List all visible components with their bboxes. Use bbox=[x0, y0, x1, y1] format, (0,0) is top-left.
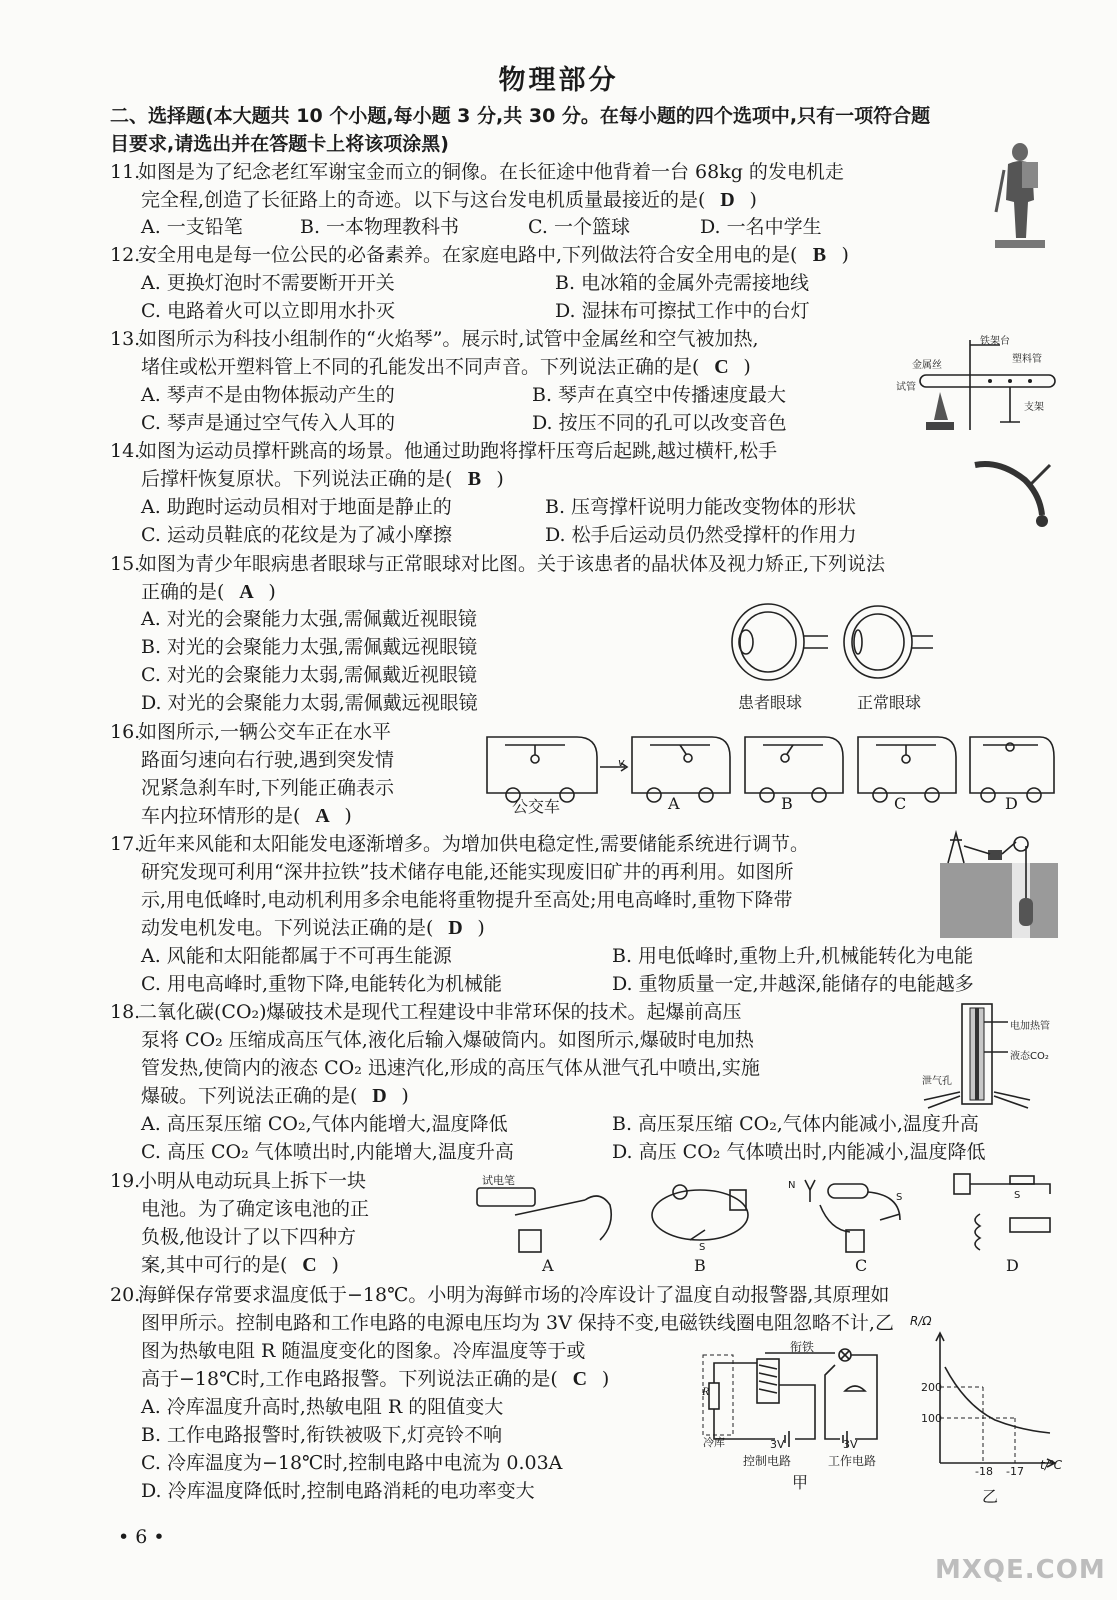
q14-line1: 14.如图为运动员撑杆跳高的场景。他通过助跑将撑杆压弯后起跳,越过横杆,松手 bbox=[110, 438, 777, 465]
q11-option-a: A. 一支铅笔 bbox=[141, 216, 243, 238]
deep-well-diagram bbox=[940, 828, 1058, 938]
bus-main bbox=[487, 737, 627, 802]
q12-option-b: B. 电冰箱的金属外壳需接地线 bbox=[555, 272, 810, 294]
q13-label-stand: 铁架台 bbox=[980, 336, 1010, 347]
q17-option-b: B. 用电低峰时,重物上升,机械能转化为电能 bbox=[612, 945, 974, 967]
q20-label-work-circuit: 工作电路 bbox=[828, 1454, 877, 1468]
q20-label-yi: 乙 bbox=[982, 1487, 999, 1506]
q20-line1: 20.海鲜保存常要求温度低于−18℃。小明为海鲜市场的冷库设计了温度自动报警器,其原理如 bbox=[110, 1282, 889, 1309]
q14-number: 14. bbox=[110, 440, 141, 462]
q18-number: 18. bbox=[110, 1001, 141, 1023]
q19-line3: 负极,他设计了以下四种方 bbox=[141, 1226, 357, 1248]
scheme-d bbox=[954, 1174, 1050, 1250]
q18-option-c: C. 高压 CO₂ 气体喷出时,内能增大,温度升高 bbox=[141, 1141, 514, 1163]
q18-line4: 爆破。下列说法正确的是( D ) bbox=[141, 1083, 409, 1110]
q11-option-b: B. 一本物理教科书 bbox=[300, 216, 460, 238]
q16-caption-b: B bbox=[781, 794, 793, 813]
q13-line2: 堵住或松开塑料管上不同的孔能发出不同声音。下列说法正确的是( C ) bbox=[141, 354, 751, 381]
q15-option-a: A. 对光的会聚能力太强,需佩戴近视眼镜 bbox=[141, 608, 477, 630]
q20-number: 20. bbox=[110, 1284, 141, 1306]
q13-label-testtube: 试管 bbox=[896, 382, 916, 393]
q20-label-coldroom: 冷库 bbox=[703, 1436, 725, 1449]
section-header-line2: 目要求,请选出并在答题卡上将该项涂黑) bbox=[110, 133, 449, 155]
q17-line2: 研究发现可利用“深井拉铁”技术储存电能,还能实现废旧矿井的再利用。如图所 bbox=[141, 861, 794, 883]
q20-line3: 图为热敏电阻 R 随温度变化的图象。冷库温度等于或 bbox=[141, 1340, 586, 1362]
q17-option-a: A. 风能和太阳能都属于不可再生能源 bbox=[141, 945, 452, 967]
q12-answer: B bbox=[812, 244, 827, 266]
q19-caption-a: A bbox=[542, 1256, 554, 1275]
q18-line1: 18.二氧化碳(CO₂)爆破技术是现代工程建设中非常环保的技术。起爆前高压 bbox=[110, 999, 742, 1026]
q13-answer: C bbox=[714, 356, 729, 378]
q20-label-3v-control: 3V bbox=[770, 1438, 785, 1451]
q17-line4: 动发电机发电。下列说法正确的是( D ) bbox=[141, 915, 485, 942]
q13-label-tube: 塑料管 bbox=[1012, 354, 1042, 365]
patient-eye bbox=[732, 604, 828, 680]
q12-number: 12. bbox=[110, 244, 141, 266]
q20-graph-tick-m18: -18 bbox=[975, 1465, 993, 1478]
q17-answer: D bbox=[448, 917, 463, 939]
q18-answer: D bbox=[372, 1085, 387, 1107]
q18-line3: 管发热,使筒内的液态 CO₂ 迅速汽化,形成的高压气体从泄气孔中喷出,实施 bbox=[141, 1057, 760, 1079]
q19-caption-d: D bbox=[1006, 1256, 1019, 1275]
scheme-b bbox=[652, 1185, 748, 1240]
q11-line2: 完全程,创造了长征路上的奇迹。以下与这台发电机质量最接近的是( D ) bbox=[141, 187, 757, 214]
bus-b bbox=[745, 737, 843, 802]
q12-option-c: C. 电路着火可以立即用水扑灭 bbox=[141, 300, 395, 322]
q20-label-3v-work: 3V bbox=[843, 1438, 858, 1451]
q12-option-d: D. 湿抹布可擦拭工作中的台灯 bbox=[555, 300, 810, 322]
eyeball-comparison-diagram bbox=[728, 600, 948, 685]
q20-graph-tick-m17: -17 bbox=[1006, 1465, 1024, 1478]
q13-line1: 13.如图所示为科技小组制作的“火焰琴”。展示时,试管中金属丝和空气被加热, bbox=[110, 326, 759, 353]
q19-caption-c: C bbox=[855, 1256, 868, 1275]
bus-a bbox=[632, 737, 730, 802]
q16-velocity-label: v bbox=[618, 756, 625, 769]
q13-option-d: D. 按压不同的孔可以改变音色 bbox=[532, 412, 787, 434]
section-header-line1: 二、选择题(本大题共 10 个小题,每小题 3 分,共 30 分。在每小题的四个选项中,只有一项符合题 bbox=[110, 105, 931, 127]
q16-line2: 路面匀速向右行驶,遇到突发情 bbox=[141, 749, 395, 771]
q18-label-liquid: 液态CO₂ bbox=[1010, 1051, 1049, 1062]
q15-line2: 正确的是( A ) bbox=[141, 579, 276, 606]
q15-line1: 15.如图为青少年眼病患者眼球与正常眼球对比图。关于该患者的晶状体及视力矫正,下列说法 bbox=[110, 551, 885, 578]
bus-diagrams bbox=[485, 735, 1055, 815]
q15-caption-normal: 正常眼球 bbox=[857, 693, 922, 712]
q15-option-b: B. 对光的会聚能力太强,需佩戴远视眼镜 bbox=[141, 636, 478, 658]
q16-caption-c: C bbox=[894, 794, 907, 813]
q17-option-d: D. 重物质量一定,井越深,能储存的电能越多 bbox=[612, 973, 974, 995]
q16-line3: 况紧急刹车时,下列能正确表示 bbox=[141, 777, 395, 799]
q16-answer: A bbox=[315, 805, 330, 827]
battery-test-diagrams bbox=[475, 1170, 1065, 1260]
q19-line4: 案,其中可行的是( C ) bbox=[141, 1252, 339, 1279]
q18-option-a: A. 高压泵压缩 CO₂,气体内能增大,温度降低 bbox=[141, 1113, 508, 1135]
q15-caption-patient: 患者眼球 bbox=[738, 693, 803, 712]
q11-answer: D bbox=[720, 189, 735, 211]
q19-switch-label-b: S bbox=[699, 1242, 706, 1253]
q19-line2: 电池。为了确定该电池的正 bbox=[141, 1198, 370, 1220]
q13-option-b: B. 琴声在真空中传播速度最大 bbox=[532, 384, 787, 406]
q20-label-jia: 甲 bbox=[792, 1473, 809, 1492]
q14-line2: 后撑杆恢复原状。下列说法正确的是( B ) bbox=[141, 466, 504, 493]
q19-answer: C bbox=[302, 1254, 317, 1276]
q16-caption-bus: 公交车 bbox=[512, 797, 561, 816]
q18-option-b: B. 高压泵压缩 CO₂,气体内能减小,温度升高 bbox=[612, 1113, 979, 1135]
q14-option-c: C. 运动员鞋底的花纹是为了减小摩擦 bbox=[141, 524, 452, 546]
q16-line4: 车内拉环情形的是( A ) bbox=[141, 803, 352, 830]
q13-option-c: C. 琴声是通过空气传入人耳的 bbox=[141, 412, 395, 434]
q13-label-wire: 金属丝 bbox=[912, 360, 942, 371]
q17-line3: 示,用电低峰时,电动机利用多余电能将重物提升至高处;用电高峰时,重物下降带 bbox=[141, 889, 793, 911]
q18-label-vent: 泄气孔 bbox=[922, 1076, 952, 1087]
q17-number: 17. bbox=[110, 833, 141, 855]
q15-option-c: C. 对光的会聚能力太弱,需佩戴近视眼镜 bbox=[141, 664, 477, 686]
q20-option-d: D. 冷库温度降低时,控制电路消耗的电功率变大 bbox=[141, 1480, 535, 1502]
q13-label-support: 支架 bbox=[1024, 402, 1044, 413]
q16-caption-a: A bbox=[668, 794, 680, 813]
q20-line4: 高于−18℃时,工作电路报警。下列说法正确的是( C ) bbox=[141, 1366, 609, 1393]
q11-option-d: D. 一名中学生 bbox=[700, 216, 822, 238]
q16-caption-d: D bbox=[1005, 794, 1018, 813]
q11-number: 11. bbox=[110, 161, 141, 183]
q20-label-control-circuit: 控制电路 bbox=[743, 1454, 792, 1468]
q19-pen-label: 试电笔 bbox=[482, 1174, 515, 1187]
q19-caption-b: B bbox=[694, 1256, 706, 1275]
q14-option-d: D. 松手后运动员仍然受撑杆的作用力 bbox=[545, 524, 857, 546]
q13-number: 13. bbox=[110, 328, 141, 350]
q17-option-c: C. 用电高峰时,重物下降,电能转化为机械能 bbox=[141, 973, 503, 995]
normal-eye bbox=[844, 606, 933, 678]
q19-line1: 19.小明从电动玩具上拆下一块 bbox=[110, 1168, 366, 1195]
q17-line1: 17.近年来风能和太阳能发电逐渐增多。为增加供电稳定性,需要储能系统进行调节。 bbox=[110, 831, 809, 858]
q16-number: 16. bbox=[110, 721, 141, 743]
q20-graph-tick-100: 100 bbox=[921, 1412, 942, 1425]
q20-label-armature: 衔铁 bbox=[790, 1340, 815, 1354]
q11-option-c: C. 一个篮球 bbox=[528, 216, 630, 238]
q20-option-c: C. 冷库温度为−18℃时,控制电路中电流为 0.03A bbox=[141, 1452, 563, 1474]
q19-switch-label-c: S bbox=[896, 1192, 903, 1203]
q14-option-b: B. 压弯撑杆说明力能改变物体的形状 bbox=[545, 496, 857, 518]
q20-graph-xlabel: t/℃ bbox=[1040, 1458, 1063, 1472]
resistance-temperature-graph bbox=[915, 1325, 1065, 1475]
q15-number: 15. bbox=[110, 553, 141, 575]
q18-option-d: D. 高压 CO₂ 气体喷出时,内能减小,温度降低 bbox=[612, 1141, 986, 1163]
q20-graph-ylabel: R/Ω bbox=[910, 1314, 932, 1328]
q20-label-r: R bbox=[702, 1384, 710, 1398]
q14-option-a: A. 助跑时运动员相对于地面是静止的 bbox=[141, 496, 452, 518]
q16-line1: 16.如图所示,一辆公交车正在水平 bbox=[110, 719, 391, 746]
bus-d bbox=[970, 737, 1054, 802]
scheme-c bbox=[805, 1180, 903, 1252]
q13-option-a: A. 琴声不是由物体振动产生的 bbox=[141, 384, 395, 406]
q20-answer: C bbox=[572, 1368, 588, 1390]
page-title: 物理部分 bbox=[498, 65, 619, 96]
q20-option-b: B. 工作电路报警时,衔铁被吸下,灯亮铃不响 bbox=[141, 1424, 503, 1446]
q12-line1: 12.安全用电是每一位公民的必备素养。在家庭电路中,下列做法符合安全用电的是( B ) bbox=[110, 242, 849, 269]
page-number: • 6 • bbox=[118, 1526, 165, 1548]
q20-graph-tick-200: 200 bbox=[921, 1381, 942, 1394]
q20-line2: 图甲所示。控制电路和工作电路的电源电压均为 3V 保持不变,电磁铁线圈电阻忽略不计,乙 bbox=[141, 1312, 894, 1334]
q19-needle-label: N bbox=[788, 1180, 796, 1191]
q14-answer: B bbox=[467, 468, 482, 490]
pole-vault-figure bbox=[970, 455, 1055, 535]
q15-option-d: D. 对光的会聚能力太弱,需佩戴远视眼镜 bbox=[141, 692, 478, 714]
statue-figure bbox=[990, 140, 1050, 250]
scheme-a bbox=[477, 1188, 611, 1252]
bus-c bbox=[858, 737, 956, 802]
q19-switch-label-d: S bbox=[1014, 1190, 1021, 1201]
watermark: MXQE.COM bbox=[935, 1555, 1106, 1585]
q18-line2: 泵将 CO₂ 压缩成高压气体,液化后输入爆破筒内。如图所示,爆破时电加热 bbox=[141, 1029, 754, 1051]
q20-option-a: A. 冷库温度升高时,热敏电阻 R 的阻值变大 bbox=[141, 1396, 504, 1418]
q18-label-heater: 电加热管 bbox=[1010, 1021, 1050, 1032]
q11-line1: 11.如图是为了纪念老红军谢宝金而立的铜像。在长征途中他背着一台 68kg 的发电机走 bbox=[110, 159, 844, 186]
q19-number: 19. bbox=[110, 1170, 141, 1192]
q15-answer: A bbox=[239, 581, 254, 603]
q12-option-a: A. 更换灯泡时不需要断开开关 bbox=[141, 272, 395, 294]
